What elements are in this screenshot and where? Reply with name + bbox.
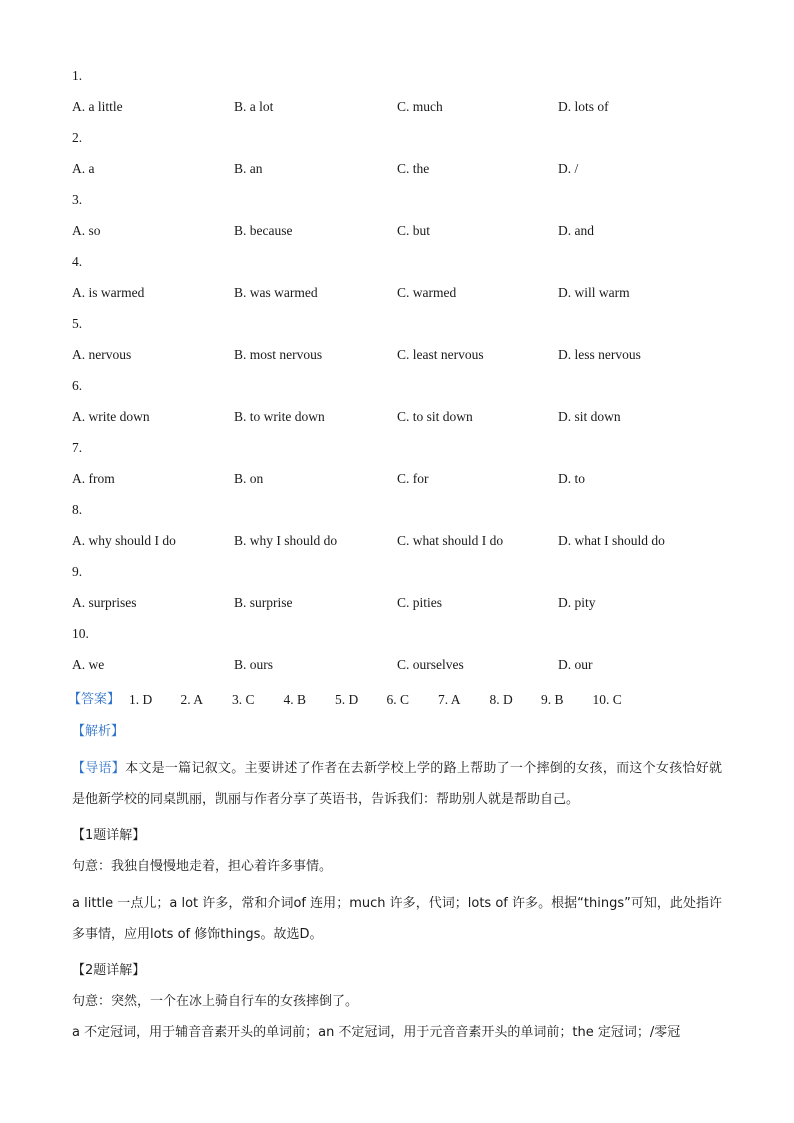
question-number: 10. <box>72 626 89 641</box>
intro-label: 【导语】 <box>72 761 126 776</box>
option-c: C. much <box>397 99 443 114</box>
option-b: B. on <box>234 471 264 486</box>
option-a: A. surprises <box>72 595 137 610</box>
option-d: D. our <box>558 657 593 672</box>
option-c: C. but <box>397 223 431 238</box>
option-b: B. an <box>234 161 263 176</box>
question-number: 9. <box>72 564 83 579</box>
option-a: A. is warmed <box>72 285 145 300</box>
option-row <box>72 345 732 365</box>
q2-detail-label: 【2题详解】 <box>72 963 146 978</box>
answer-item: 3. C <box>232 692 255 707</box>
intro-text: 本文是一篇记叙文。主要讲述了作者在去新学校上学的路上帮助了一个摔倒的女孩，而这个女孩恰好就是他新学校的同桌凯丽，凯丽与作者分享了英语书，告诉我们：帮助别人就是帮助自己。 <box>72 761 722 807</box>
option-a: A. a little <box>72 99 123 114</box>
option-c: C. to sit down <box>397 409 473 424</box>
option-b: B. was warmed <box>234 285 318 300</box>
option-a: A. nervous <box>72 347 132 362</box>
option-row <box>72 97 732 117</box>
option-b: B. a lot <box>234 99 274 114</box>
question-number: 4. <box>72 254 83 269</box>
analysis-label: 【解析】 <box>72 724 125 739</box>
question-number: 2. <box>72 130 83 145</box>
option-row <box>72 407 732 427</box>
option-b: B. ours <box>234 657 274 672</box>
q2-meaning: 句意：突然，一个在冰上骑自行车的女孩摔倒了。 <box>72 994 359 1009</box>
option-a: A. a <box>72 161 95 176</box>
option-d: D. to <box>558 471 585 486</box>
question-number: 1. <box>72 68 83 83</box>
answer-item: 9. B <box>541 692 564 707</box>
option-row <box>72 221 732 241</box>
option-row <box>72 655 732 675</box>
option-d: D. less nervous <box>558 347 641 362</box>
question-number: 7. <box>72 440 83 455</box>
option-b: B. surprise <box>234 595 293 610</box>
option-b: B. to write down <box>234 409 325 424</box>
answer-item: 6. C <box>386 692 410 707</box>
option-d: D. what I should do <box>558 533 665 548</box>
question-list <box>72 66 732 686</box>
answer-item: 7. A <box>438 692 461 707</box>
option-b: B. why I should do <box>234 533 338 548</box>
option-d: D. pity <box>558 595 596 610</box>
option-d: D. lots of <box>558 99 609 114</box>
q1-detail-label: 【1题详解】 <box>72 828 146 843</box>
option-c: C. least nervous <box>397 347 484 362</box>
answer-item: 4. B <box>283 692 307 707</box>
option-a: A. why should I do <box>72 533 176 548</box>
option-c: C. what should I do <box>397 533 504 548</box>
option-a: A. write down <box>72 409 150 424</box>
option-row <box>72 283 732 303</box>
option-a: A. from <box>72 471 115 486</box>
answer-item: 1. D <box>129 692 153 707</box>
answer-item: 8. D <box>489 692 513 707</box>
option-a: A. so <box>72 223 101 238</box>
analysis-section <box>72 722 722 1054</box>
question-number: 6. <box>72 378 83 393</box>
option-b: B. most nervous <box>234 347 323 362</box>
option-d: D. / <box>558 161 579 176</box>
intro-paragraph <box>72 753 722 815</box>
question-number: 8. <box>72 502 83 517</box>
answer-label: 【答案】 <box>68 692 121 707</box>
option-row <box>72 593 732 613</box>
answer-item: 10. C <box>592 692 622 707</box>
option-row <box>72 159 732 179</box>
q2-detail: a 不定冠词，用于辅音音素开头的单词前；an 不定冠词，用于元音音素开头的单词前；the 定冠词；/零冠 <box>72 1025 681 1040</box>
option-d: D. sit down <box>558 409 621 424</box>
option-c: C. warmed <box>397 285 457 300</box>
answer-item: 2. A <box>180 692 204 707</box>
answer-item: 5. D <box>335 692 359 707</box>
option-c: C. ourselves <box>397 657 464 672</box>
option-c: C. pities <box>397 595 443 610</box>
option-b: B. because <box>234 223 293 238</box>
option-c: C. the <box>397 161 430 176</box>
option-a: A. we <box>72 657 105 672</box>
q1-meaning: 句意：我独自慢慢地走着，担心着许多事情。 <box>72 859 333 874</box>
option-row <box>72 469 732 489</box>
option-row <box>72 531 732 551</box>
question-number: 3. <box>72 192 83 207</box>
q1-detail: a little 一点儿；a lot 许多，常和介词of 连用；much 许多，代词；lots of 许多。根据“things”可知，此处指许多事情，应用lots of 修饰things。故选D。 <box>72 896 722 942</box>
option-d: D. and <box>558 223 594 238</box>
question-number: 5. <box>72 316 83 331</box>
option-c: C. for <box>397 471 429 486</box>
option-d: D. will warm <box>558 285 630 300</box>
